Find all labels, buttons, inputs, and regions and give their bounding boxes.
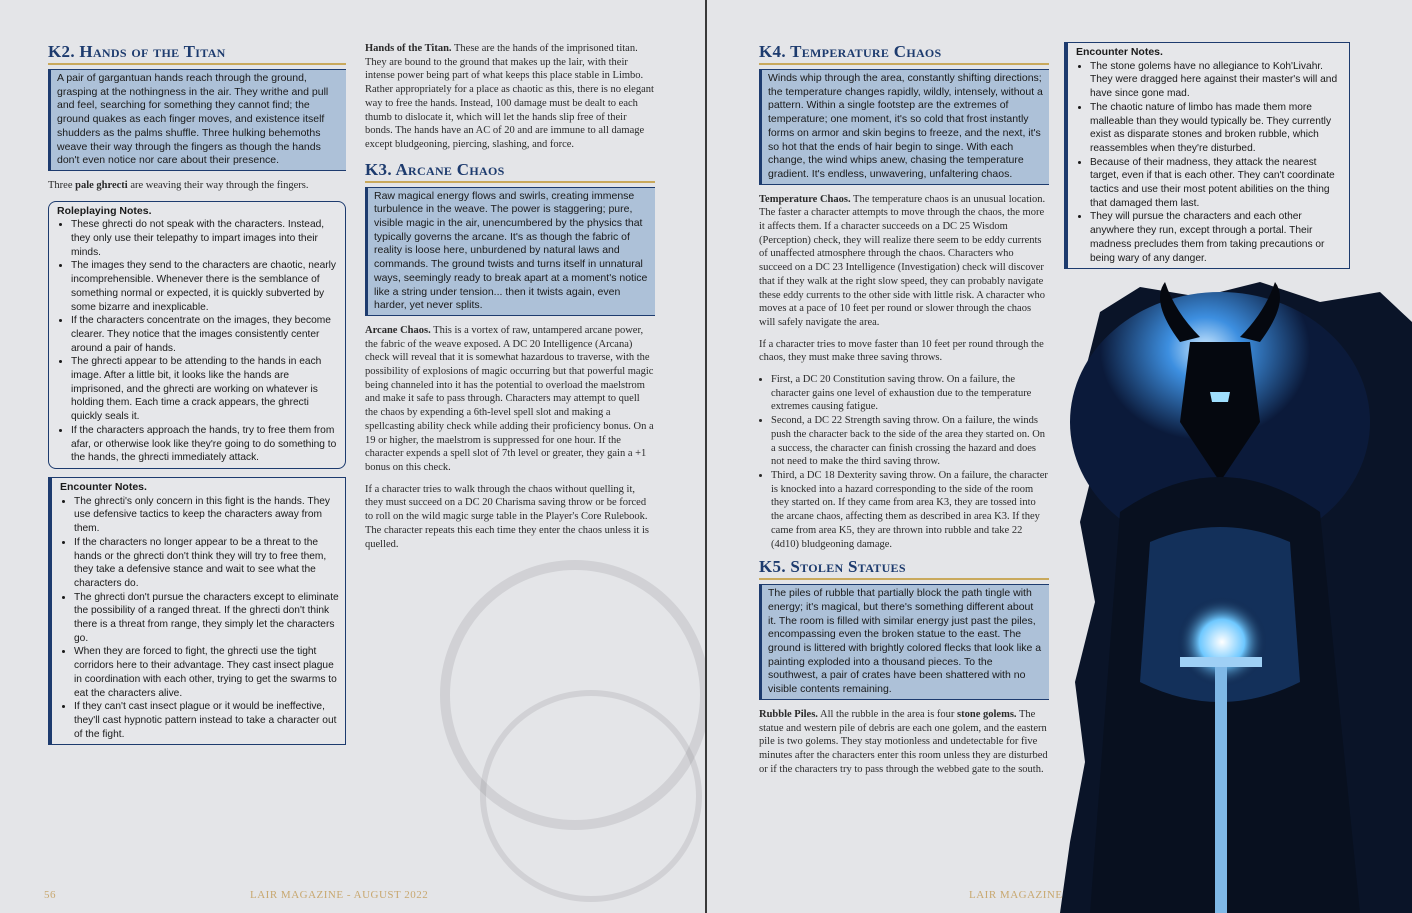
temperature-chaos-text: Temperature Chaos. The temperature chaos is an unusual location. The faster a character attempts to move through the chaos, the more it affects them. If a character succeeds on a DC 25 Wisdom (Perception) check, they will realize there seem to be eddy currents of unaffected atmosphere through the chaos. Characters who succeed on a DC 23 Intelligence (Investigation) check will discover that if they walk at the right slow speed, they can probably navigate these eddy currents to the other side with little risk. A character who moves at a pace of 10 feet per round or slower through the chaos will safely navigate the area. xyxy=(759,193,1046,328)
saving-throw-item: • Third, a DC 18 Dexterity saving throw. On a failure, the character is knocked into a hazard corresponding to the side of the room they started on. If they came from area K3, they are tossed into the arcane chaos, affecting them as described in area K3. If they came from area K5, they are thrown into rubble and take 22 (4d10) bludgeoning damage. xyxy=(771,469,1049,551)
move-faster-text: If a character tries to move faster than 10 feet per round through the chaos, they must make three saving throws. xyxy=(759,338,1044,364)
hands-of-the-titan-text: Hands of the Titan. These are the hands of the imprisoned titan. They are bound to the ground that makes up the lair, with their intense power being part of what keeps this place stable in Limbo. Rather appropriately for a place as chaotic as this, there is no elegant way to free the hands. Instead, 100 damage must be dealt to each thumb to dislocate it, which will let the hands slip free of their bonds. The hands have an AC of 20 and are immune to all damage except bludgeoning, piercing, slashing, and force. xyxy=(365,43,654,150)
dark-knight-illustration xyxy=(1060,282,1412,913)
encounter-notes-box-k5 xyxy=(1064,42,1350,269)
right-column-1 xyxy=(759,42,1049,784)
roleplaying-note-item: • The images they send to the characters are chaotic, nearly incomprehensible. Whenever there is the semblance of something normal or expected, it is quickly subverted by some bizarre and inexplicable. xyxy=(71,259,339,314)
footer-title-left: LAIR MAGAZINE - AUGUST 2022 xyxy=(250,889,429,901)
encounter-note-item: • The chaotic nature of limbo has made them more malleable than they would typically be. They currently exist as disparate stones and broken rubble, which reassembles when they're disturbed. xyxy=(1090,101,1343,156)
encounter-note-item: • The ghrecti's only concern in this fight is the hands. They use defensive tactics to keep the characters away from them. xyxy=(74,495,339,536)
section-heading-k4: K4. Temperature Chaos xyxy=(759,42,1049,65)
roleplaying-note-item: • These ghrecti do not speak with the characters. Instead, they only use their telepathy to impart images into their minds. xyxy=(71,218,339,259)
section-heading-k3: K3. Arcane Chaos xyxy=(365,160,655,183)
encounter-notes-title: Encounter Notes. xyxy=(1076,46,1163,58)
encounter-note-item: • If they can't cast insect plague or it would be ineffective, they'll cast hypnotic pattern instead to take a character out of the fight. xyxy=(74,700,339,741)
roleplaying-note-item: • The ghrecti appear to be attending to the hands in each image. After a little bit, it looks like the hands are imprisoned, and the ghrecti are working on whatever is holding them. Each time a crack appears, the ghrecti quickly seals it. xyxy=(71,355,339,424)
encounter-notes-box-k2 xyxy=(48,477,346,745)
readaloud-k2: A pair of gargantuan hands reach through the ground, grasping at the nothingness in the air. They writhe and pull and feel, searching for something they cannot find; the ground quakes as each finger moves, and existence itself shudders as the palms shuffle. Three hulking behemoths weave their way through the fingers as though the hands don't even notice nor care about their presence. xyxy=(48,69,346,171)
encounter-notes-title: Encounter Notes. xyxy=(60,480,147,493)
saving-throw-item: • Second, a DC 22 Strength saving throw. On a failure, the winds push the character back to the side of the area they started on. On a success, the character can finish crossing the hazard and does not need to make the third saving throw. xyxy=(771,414,1049,469)
roleplaying-note-item: • If the characters concentrate on the images, they become clearer. They notice that the images consistently center around a pair of hands. xyxy=(71,314,339,355)
section-heading-k2: K2. Hands of the Titan xyxy=(48,42,346,65)
roleplaying-note-item: • If the characters approach the hands, try to free them from afar, or otherwise look like they're going to do something to the hands, the ghrecti immediately attack. xyxy=(71,424,339,465)
readaloud-k3: Raw magical energy flows and swirls, creating immense turbulence in the weave. The power is staggering; pure, visible magic in the air, unencumbered by the physics that typically governs the arcane. It's as though the fabric of reality is loose here, unburdened by natural laws and commands. The ground twists and turns itself in unnatural ways, seemingly ready to break apart at a moment's notice like a string under tension... then it twists again, even harder, yet never splits. xyxy=(365,187,655,316)
rubble-piles-text: Rubble Piles. All the rubble in the area is four stone golems. The statue and western pile of debris are each one golem, and the eastern pile is two golems. They stay motionless and undetectable for five minutes after the characters enter this room unless they are disturbed or if the characters try to pass through the webbed gate to the south. xyxy=(759,708,1048,775)
encounter-note-item: • When they are forced to fight, the ghrecti use the tight corridors here to their advantage. They cast insect plague in coordination with each other, trying to get the swarms to eat the characters alive. xyxy=(74,645,339,700)
encounter-note-item: • They will pursue the characters and each other anywhere they run, except through a portal. Their madness precludes them from taking precautions or being wary of any danger. xyxy=(1090,210,1343,265)
section-heading-k5: K5. Stolen Statues xyxy=(759,557,1049,580)
coffee-stain xyxy=(480,690,702,902)
encounter-note-item: • Because of their madness, they attack the nearest target, even if that is each other. They can't coordinate tactics and use their most potent abilities on the thing that damaged them last. xyxy=(1090,156,1343,211)
walk-through-chaos-text: If a character tries to walk through the chaos without quelling it, they must succeed on a DC 20 Charisma saving throw or be forced to roll on the wild magic surge table in the Player's Core Rulebook. The character repeats this each time they enter the chaos unless it is quelled. xyxy=(365,483,649,550)
readaloud-k4: Winds whip through the area, constantly shifting directions; the temperature changes rapidly, wildly, intensely, without a pattern. Within a single footstep are the extremes of temperature; one moment, it's so cold that frost instantly forms on armor and skin begins to freeze, and the next, it's so hot that the ends of hair begin to singe. With each change, the wind whips anew, chasing the temperature gradient. It's endless, unwavering, unfaltering chaos. xyxy=(759,69,1049,185)
encounter-notes-list xyxy=(1076,60,1343,266)
right-column-2 xyxy=(1064,42,1350,277)
footer-title-right: LAIR MAGAZINE xyxy=(969,889,1063,901)
encounter-note-item: • The ghrecti don't pursue the characters except to eliminate the possibility of a ranged threat. If the ghrecti don't think there is a threat from range, they simply let the characters go. xyxy=(74,591,339,646)
page-number: 56 xyxy=(44,889,56,901)
k2-intro: Three pale ghrecti are weaving their way through the fingers. xyxy=(48,179,309,191)
left-column-1 xyxy=(48,42,346,753)
saving-throws-list xyxy=(759,373,1049,551)
saving-throw-item: • First, a DC 20 Constitution saving throw. On a failure, the character gains one level of exhaustion due to the temperature extremes causing fatigue. xyxy=(771,373,1049,414)
encounter-notes-list xyxy=(60,495,339,742)
roleplaying-notes-box xyxy=(48,201,346,469)
readaloud-k5: The piles of rubble that partially block the path tingle with energy; it's magical, but there's something different about it. The room is filled with similar energy just past the piles, encompassing even the broken statue to the east. The ground is littered with brightly colored flecks that look like a painting exploded into a thousand pieces. To the southwest, a pair of crates have been shattered with no visible contents remaining. xyxy=(759,584,1049,700)
encounter-note-item: • The stone golems have no allegiance to Koh'Livahr. They were dragged here against their master's will and have since gone mad. xyxy=(1090,60,1343,101)
roleplaying-notes-list xyxy=(57,218,339,465)
arcane-chaos-text: Arcane Chaos. This is a vortex of raw, untampered arcane power, the fabric of the weave exposed. A DC 20 Intelligence (Arcana) check will reveal that it is somewhat hazardous to traverse, with the possibility of explosions of magic occurring but that powerful magic being channeled into it has the potential to overload the maelstrom and make it safe to pass through. Characters may attempt to quell the chaos by expending a 6th-level spell slot and making a spellcasting ability check while adding their proficiency bonus. On a 19 or higher, the maelstrom is suppressed for one hour. If the character expends a spell slot of 7th level or greater, they gain a +1 bonus on this check. xyxy=(365,324,654,473)
left-page xyxy=(0,0,705,913)
roleplaying-notes-title: Roleplaying Notes. xyxy=(57,204,152,217)
encounter-note-item: • If the characters no longer appear to be a threat to the hands or the ghrecti don't think they will try to free them, they take a defensive stance and wait to see what the characters do. xyxy=(74,536,339,591)
left-column-2 xyxy=(365,42,655,559)
